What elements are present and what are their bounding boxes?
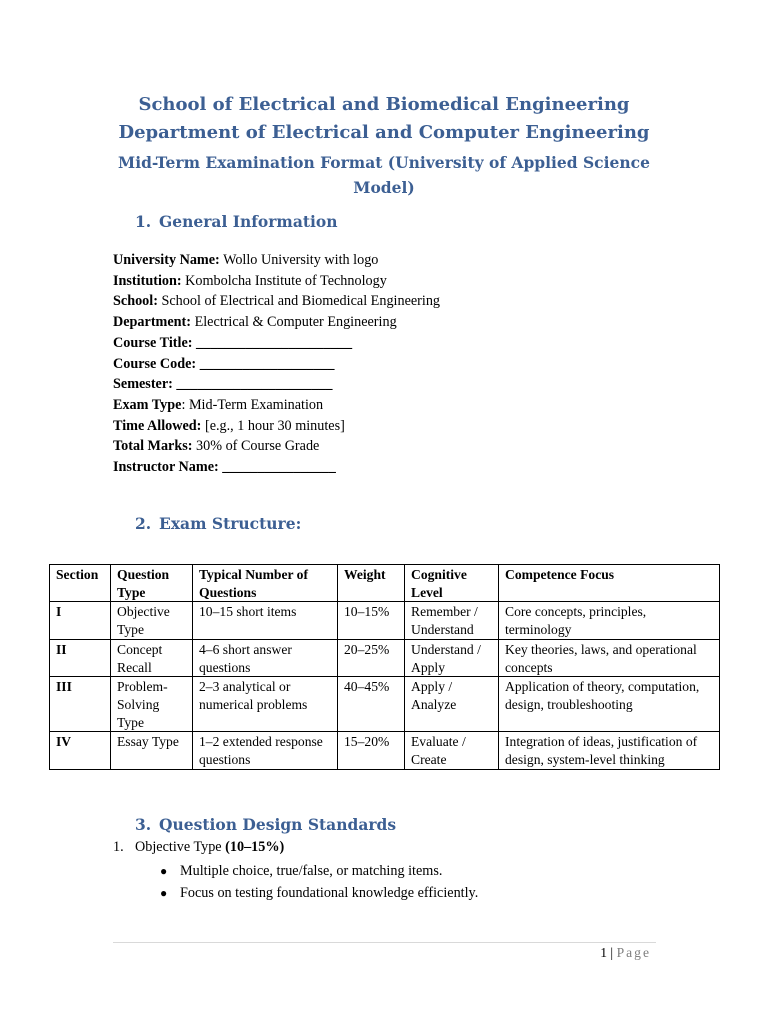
field-label: Institution: [113, 272, 182, 289]
field-label: Total Marks: [113, 438, 193, 455]
list-number: 1. [113, 839, 124, 855]
field-label: School: [113, 293, 158, 310]
field-label: Semester: [113, 376, 173, 393]
section-heading-question-design [135, 815, 396, 834]
section-title: Exam Structure: [159, 514, 302, 533]
list-item-weight: (10–15%) [225, 839, 285, 855]
table-cell: 15–20% [338, 732, 405, 769]
exam-structure-table [49, 564, 720, 770]
table-cell: 10–15 short items [193, 602, 338, 639]
bullet-icon: ● [160, 886, 168, 900]
table-cell: Evaluate / Create [405, 732, 499, 769]
table-header-row [50, 565, 720, 602]
table-cell: 1–2 extended response questions [193, 732, 338, 769]
field-blank: ___________________ [196, 355, 335, 372]
info-school [113, 291, 440, 312]
field-value: Kombolcha Institute of Technology [181, 272, 387, 289]
table-row [50, 732, 720, 769]
field-label: Instructor Name: [113, 459, 219, 476]
field-label: Time Allowed: [113, 417, 202, 434]
section-title: Question Design Standards [159, 815, 397, 834]
table-cell: 2–3 analytical or numerical problems [193, 677, 338, 732]
column-header: Weight [338, 565, 405, 602]
page-separator: | [607, 945, 617, 960]
field-value: Wollo University with logo [219, 252, 379, 268]
table-cell: 20–25% [338, 639, 405, 676]
bullet-icon: ● [160, 864, 168, 878]
list-item [160, 882, 478, 904]
numbered-list-item [113, 839, 284, 856]
school-title: School of Electrical and Biomedical Engineering [138, 94, 630, 115]
table-cell: 40–45% [338, 677, 405, 732]
table-cell: 10–15% [338, 602, 405, 639]
section-title: General Information [159, 212, 338, 231]
list-item [160, 860, 478, 882]
section-number: 1. [135, 212, 152, 231]
table-row [50, 602, 720, 639]
column-header: Competence Focus [499, 565, 720, 602]
field-value: 30% of Course Grade [192, 438, 320, 455]
table-cell: Understand / Apply [405, 639, 499, 676]
table-cell: I [50, 602, 111, 639]
field-blank: ________________ [218, 459, 336, 476]
section-heading-exam-structure [135, 514, 301, 533]
field-label: Department: [113, 314, 192, 331]
info-course-title [113, 333, 440, 354]
field-blank: ______________________ [192, 334, 353, 351]
general-information-list [113, 250, 440, 478]
field-value: [e.g., 1 hour 30 minutes] [201, 417, 345, 434]
page-number: 1 [600, 945, 608, 960]
info-course-code [113, 354, 440, 375]
field-value: : Mid-Term Examination [181, 396, 324, 413]
table-cell: II [50, 639, 111, 676]
table-cell: Core concepts, principles, terminology [499, 602, 720, 639]
field-label: Course Title: [113, 334, 193, 351]
table-cell: Apply / Analyze [405, 677, 499, 732]
field-value: Electrical & Computer Engineering [191, 314, 397, 331]
table-row [50, 639, 720, 676]
column-header: Typical Number of Questions [193, 565, 338, 602]
column-header: Section [50, 565, 111, 602]
table-row [50, 677, 720, 732]
info-institution [113, 271, 440, 292]
section-heading-general-information [135, 212, 338, 231]
table-cell: III [50, 677, 111, 732]
info-total-marks [113, 436, 440, 457]
column-header: Question Type [111, 565, 193, 602]
table-cell: Concept Recall [111, 639, 193, 676]
field-blank: ______________________ [172, 376, 333, 393]
exam-format-title: Mid-Term Examination Format (University of Applied Science Model) [118, 153, 650, 197]
bullet-text: Focus on testing foundational knowledge efficiently. [180, 885, 479, 901]
field-value: School of Electrical and Biomedical Engineering [157, 293, 441, 310]
footer-divider [113, 942, 656, 943]
table-cell: Key theories, laws, and operational concepts [499, 639, 720, 676]
list-item-text: Objective Type [135, 839, 226, 855]
section-number: 3. [135, 815, 152, 834]
department-title: Department of Electrical and Computer Engineering [118, 122, 650, 143]
info-semester [113, 374, 440, 395]
info-department [113, 312, 440, 333]
table-cell: 4–6 short answer questions [193, 639, 338, 676]
bullet-text: Multiple choice, true/false, or matching items. [180, 863, 443, 879]
table-cell: Remember / Understand [405, 602, 499, 639]
info-time-allowed [113, 416, 440, 437]
table-cell: Essay Type [111, 732, 193, 769]
table-cell: Integration of ideas, justification of design, system-level thinking [499, 732, 720, 769]
page-footer [600, 945, 651, 961]
table-cell: Problem-Solving Type [111, 677, 193, 732]
table-cell: IV [50, 732, 111, 769]
info-instructor-name [113, 457, 440, 478]
bullet-list [160, 860, 478, 904]
table-cell: Application of theory, computation, design, troubleshooting [499, 677, 720, 732]
info-exam-type [113, 395, 440, 416]
table-cell: Objective Type [111, 602, 193, 639]
section-number: 2. [135, 514, 152, 533]
info-university [113, 250, 440, 271]
page-label: Page [616, 945, 651, 960]
field-label: Course Code: [113, 355, 197, 372]
column-header: Cognitive Level [405, 565, 499, 602]
field-label: University Name: [113, 252, 220, 268]
field-label: Exam Type [113, 396, 182, 413]
